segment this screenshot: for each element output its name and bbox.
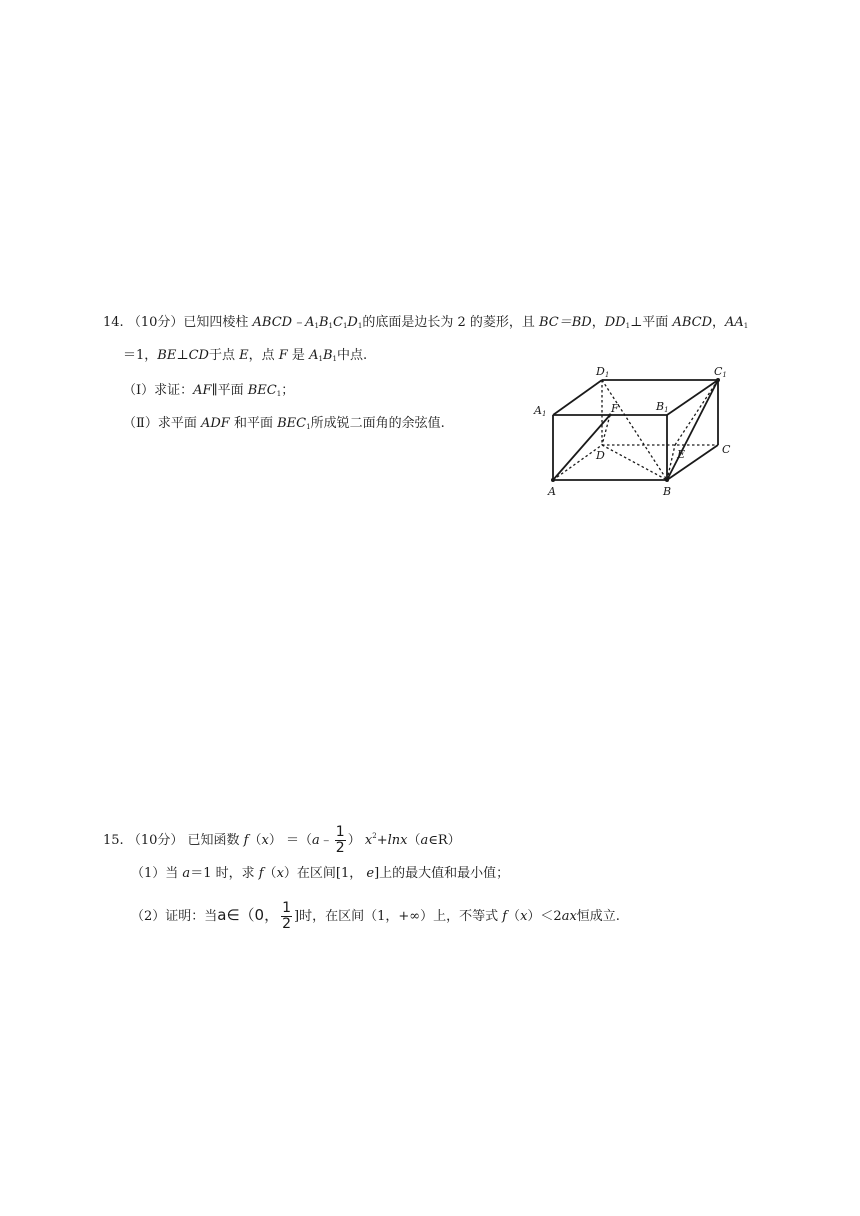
label-B1: B1 (656, 400, 669, 414)
q14-number: 14. (103, 315, 124, 330)
q14-part2-bec: BEC (277, 416, 307, 431)
q15-part1-mid: 在区间[1， (296, 866, 363, 881)
q14-dd1: DD (604, 315, 626, 330)
q14-aa1: AA (725, 315, 744, 330)
q15-f: f (502, 909, 508, 924)
q15-score: （10分） (127, 833, 184, 848)
edge-DB (602, 445, 667, 480)
q15-stem-a: 已知函数 (187, 833, 240, 848)
label-D1: D1 (596, 365, 610, 379)
paren: （ (507, 909, 521, 924)
label-B: B (663, 485, 672, 498)
sub: 1 (306, 423, 311, 431)
sub: 1 (314, 322, 319, 330)
q15-x: x (276, 866, 284, 881)
q14-part1-af: AF (193, 383, 212, 398)
q14-prism: ABCD﹣A (252, 315, 315, 330)
q14-part2-label: （Ⅱ）求平面 (123, 416, 197, 431)
edge-EC1 (675, 380, 718, 445)
label-F: F (611, 402, 619, 415)
paren: ） (347, 833, 361, 848)
sub: 1 (276, 390, 282, 398)
q14-part1-label: （Ⅰ）求证： (123, 383, 194, 398)
q14-line-1: 14. （10分）已知四棱柱 $ABCD﹣A_1B_1C_1D_1$的底面是边长为 2 的菱形，且 BC＝BD，$DD_1\perp$平面 ABCD，$AA_1$ (103, 315, 749, 330)
label-C1: C1 (714, 365, 727, 379)
paren: ） (283, 866, 297, 881)
q15-part1-cond: ＝1 时，求 (190, 866, 255, 881)
q15-part1-label: （1）当 (131, 866, 179, 881)
q15-a: a (420, 833, 429, 848)
sub: 1 (625, 322, 631, 330)
q15-part2-fraction (281, 901, 292, 932)
q14-stem-a: 已知四棱柱 (183, 315, 249, 330)
prism-figure (528, 362, 738, 504)
q14-perp: ⊥ (176, 348, 189, 363)
label-C: C (722, 443, 731, 456)
q15-x: x (520, 909, 528, 924)
q15-line-1 (103, 820, 461, 857)
q15-f: f (258, 866, 264, 881)
q14-stem-b: 的底面是边长为 2 的菱形，且 (362, 315, 535, 330)
figure-solid-edges (553, 380, 718, 480)
edge-D1B (602, 380, 667, 480)
paren: ） (268, 833, 282, 848)
q14-bc-bd: BC＝BD (539, 315, 592, 330)
label-A1: A1 (534, 404, 547, 418)
q15-number: 15. (103, 833, 124, 848)
sub: 1 (332, 355, 337, 363)
q14-part2-and: 和平面 (233, 416, 273, 431)
q14-is: 是 (291, 348, 305, 363)
q14-e: E (239, 348, 249, 363)
q15-part1 (131, 864, 509, 884)
q14-be: BE (157, 348, 177, 363)
q15-part2-a: a∈（0， (217, 906, 280, 924)
q14-line2-a: ＝1， (123, 348, 158, 363)
paren: （ (263, 866, 277, 881)
sub: 1 (328, 322, 333, 330)
q15-a: a (312, 833, 320, 848)
q15-lnx: lnx (387, 833, 408, 848)
q14-cd: CD (188, 348, 209, 363)
q15-e: e (366, 866, 375, 881)
q14-part1-bec: BEC (247, 383, 277, 398)
fraction-numerator: 1 (335, 824, 345, 840)
q14-perp-plane: ⊥平面 (630, 315, 669, 330)
label-D: D (596, 449, 605, 462)
label-E: E (677, 448, 686, 461)
q14-a1b1: A (309, 348, 319, 363)
q14-score: （10分） (127, 315, 184, 330)
q14-line-2: ＝1，BE⊥CD于点 E，点 F 是 $A_1B_1$中点. (123, 348, 368, 363)
q14-part1-end: ； (281, 383, 295, 398)
q15-part2-after: ]时，在区间（1，+∞）上，不等式 (294, 909, 499, 924)
q15-part1-end: ]上的最大值和最小值； (374, 866, 510, 881)
q15-in-r: ∈R） (428, 833, 461, 848)
sub: 1 (318, 355, 323, 363)
sub: 1 (357, 322, 363, 330)
edge-BC (667, 445, 718, 480)
q15-minus: ﹣ (319, 833, 333, 848)
vertex-C1 (716, 378, 720, 382)
q15-plus: + (376, 833, 388, 848)
q14-part2 (123, 414, 445, 437)
paren: （ (248, 833, 262, 848)
q14-f: F (278, 348, 288, 363)
edge-A1D1 (553, 380, 602, 415)
edge-AF (553, 415, 610, 480)
sub: 1 (743, 322, 749, 330)
q15-a: a (182, 866, 191, 881)
q15-x: x (261, 833, 269, 848)
edge-AD (553, 445, 602, 480)
paren: （ (407, 833, 421, 848)
q15-part2 (131, 899, 620, 933)
q14-abcd: ABCD (672, 315, 712, 330)
label-A: A (548, 485, 556, 498)
q14-part2-adf: ADF (200, 416, 230, 431)
q14-foot: 于点 (208, 348, 235, 363)
q14-midpoint: 中点. (336, 348, 368, 363)
edge-B1C1 (667, 380, 718, 415)
fraction-numerator: 1 (282, 900, 292, 916)
edge-BC1 (667, 380, 718, 480)
q15-f: f (243, 833, 249, 848)
vertex-B (665, 478, 669, 482)
q15-x2: x (364, 833, 373, 848)
q14-part1 (123, 381, 294, 404)
q15-eq: ＝（ (286, 833, 313, 848)
q15-part2-lt: ＜2 (540, 909, 562, 924)
vertex-A (551, 478, 555, 482)
q15-part2-label: （2）证明：当 (131, 909, 218, 924)
fraction-denominator: 2 (335, 840, 345, 856)
superscript: 2 (372, 832, 377, 840)
sub: 1 (342, 322, 348, 330)
q15-half-fraction (335, 825, 346, 856)
paren: ） (527, 909, 541, 924)
q15-ax: ax (561, 909, 577, 924)
q15-part2-end: 恒成立. (576, 909, 620, 924)
q14-part2-end: 所成锐二面角的余弦值. (310, 416, 445, 431)
figure-vertices (551, 378, 720, 482)
q14-part1-par: ∥平面 (211, 383, 244, 398)
q14-pt-f: ，点 (248, 348, 275, 363)
fraction-denominator: 2 (282, 916, 292, 932)
